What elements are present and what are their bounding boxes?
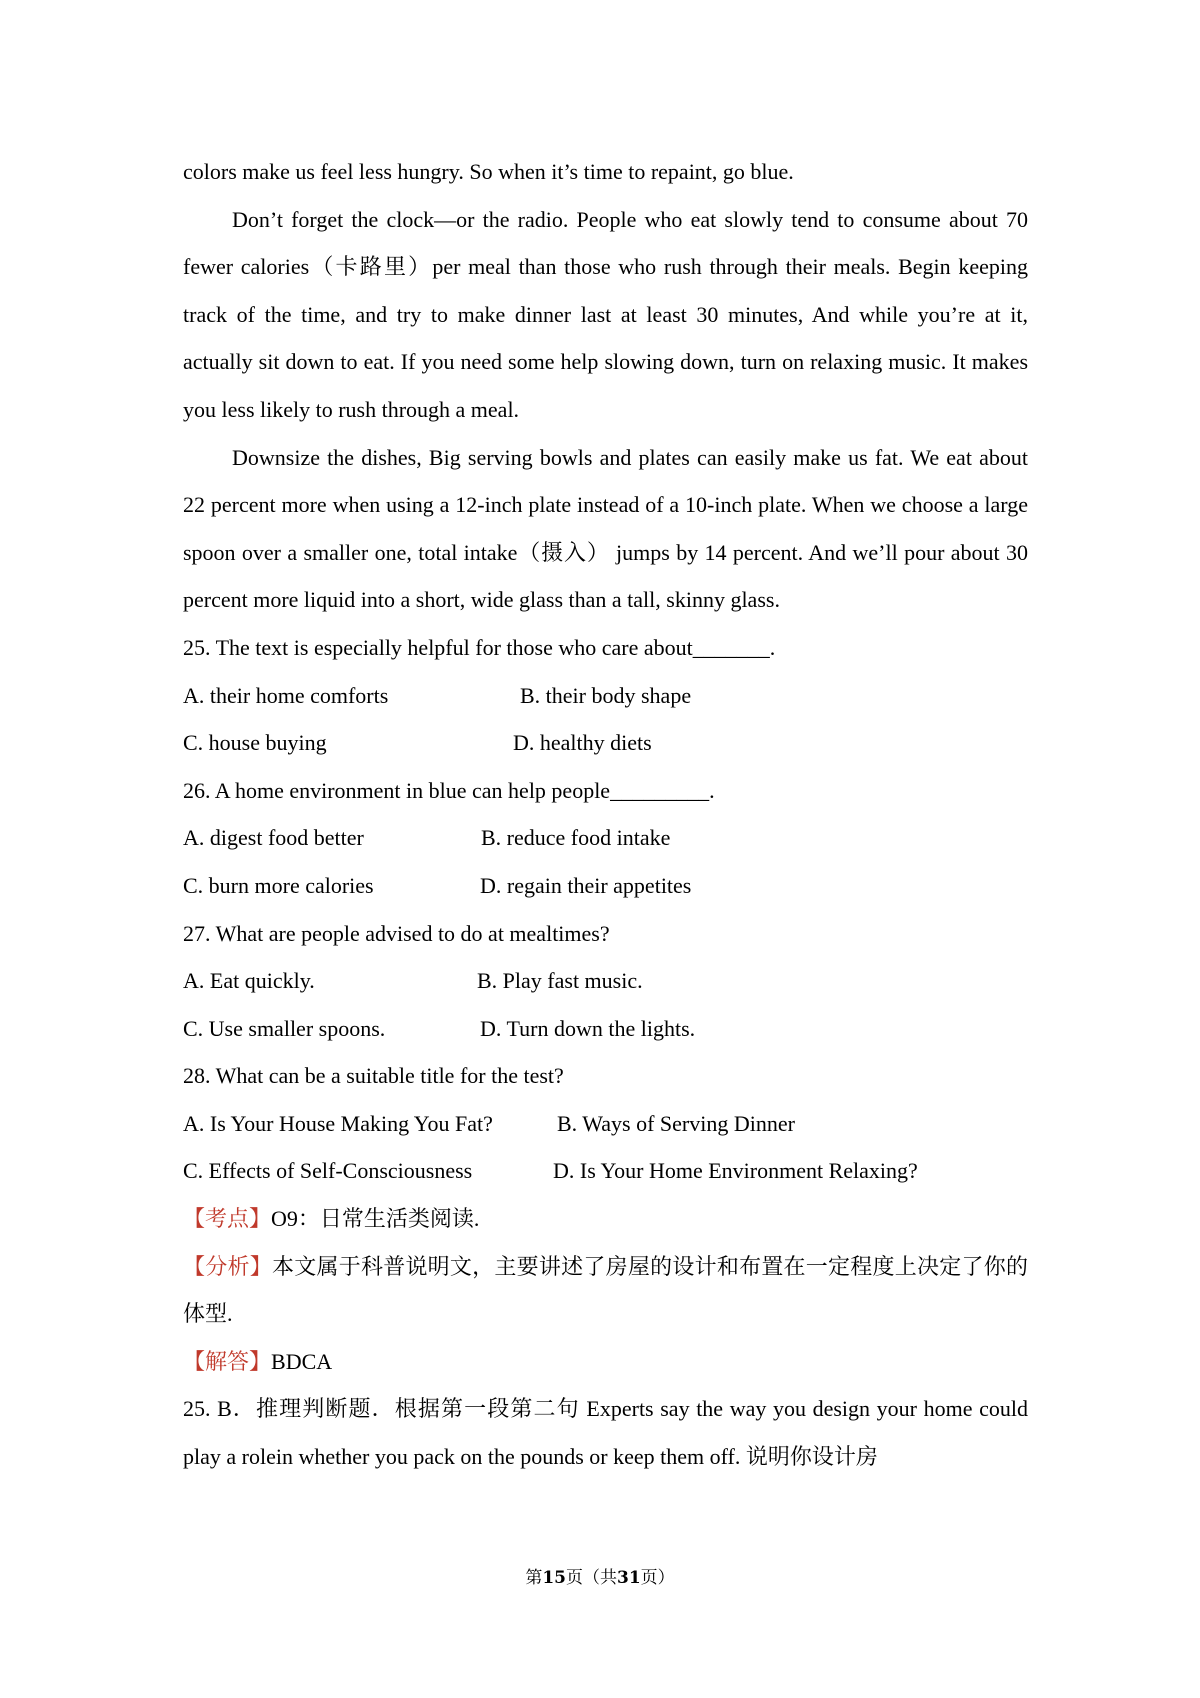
footer-page-number: 15 — [542, 1568, 566, 1588]
question-25-option-d: D. healthy diets — [513, 730, 652, 756]
explanation-25: 25. B．推理判断题．根据第一段第二句 Experts say the way you design your home could play a rolein whether you pack on the pounds or keep them off. 说明你设计房 — [183, 1396, 1028, 1470]
kaodian-label: 【考点】 — [183, 1206, 272, 1232]
question-28-option-c: C. Effects of Self-Consciousness — [183, 1158, 473, 1184]
question-27-option-c: C. Use smaller spoons. — [183, 1015, 386, 1041]
question-28-option-b: B. Ways of Serving Dinner — [557, 1110, 795, 1136]
passage-line: colors make us feel less hungry. So when it’s time to repaint, go blue. — [183, 159, 794, 184]
jieda-line — [183, 1338, 1028, 1386]
footer-middle: 页（共 — [566, 1568, 617, 1588]
question-28-option-d: D. Is Your Home Environment Relaxing? — [553, 1158, 918, 1184]
question-28-options-row2 — [183, 1147, 1028, 1195]
question-27-option-b: B. Play fast music. — [477, 968, 643, 994]
kaodian-line — [183, 1195, 1028, 1243]
question-25-options-row1 — [183, 672, 1028, 720]
question-27-options-row1 — [183, 957, 1028, 1005]
question-25-option-b: B. their body shape — [520, 682, 692, 708]
kaodian-text: O9：日常生活类阅读. — [271, 1206, 480, 1232]
question-26-stem: 26. A home environment in blue can help people_________. — [183, 777, 715, 803]
fenxi-text: 本文属于科普说明文，主要讲述了房屋的设计和布置在一定程度上决定了你的体型. — [183, 1253, 1028, 1327]
footer-total-pages: 31 — [617, 1568, 641, 1588]
paragraph-clock: Don’t forget the clock—or the radio. People who eat slowly tend to consume about 70 fewer calories（卡路里）per meal than those who rush through their meals. Begin keeping track of the time, and try to make dinner last at least 30 minutes, And while you’re at it, actually sit down to eat. If you need some help slowing down, turn on relaxing music. It makes you less likely to rush through a meal. — [183, 206, 1028, 422]
question-26-option-d: D. regain their appetites — [480, 872, 692, 898]
fenxi-label: 【分析】 — [183, 1253, 272, 1279]
question-26-option-c: C. burn more calories — [183, 872, 374, 898]
question-25-options-row2 — [183, 719, 1028, 767]
question-25-stem: 25. The text is especially helpful for those who care about_______. — [183, 634, 776, 660]
question-26-options-row2 — [183, 862, 1028, 910]
question-28-stem: 28. What can be a suitable title for the test? — [183, 1063, 564, 1089]
page-footer — [0, 1563, 1200, 1588]
question-27-option-a: A. Eat quickly. — [183, 968, 315, 994]
question-28-option-a: A. Is Your House Making You Fat? — [183, 1110, 493, 1136]
question-27-stem: 27. What are people advised to do at mealtimes? — [183, 920, 610, 946]
question-27-options-row2 — [183, 1005, 1028, 1053]
question-26-options-row1 — [183, 814, 1028, 862]
question-25-option-c: C. house buying — [183, 730, 327, 756]
question-25-option-a: A. their home comforts — [183, 682, 389, 708]
jieda-label: 【解答】 — [183, 1348, 272, 1374]
question-27-option-d: D. Turn down the lights. — [480, 1015, 696, 1041]
fenxi-paragraph — [183, 1243, 1028, 1338]
jieda-text: BDCA — [271, 1348, 333, 1374]
question-26-option-a: A. digest food better — [183, 825, 364, 851]
paragraph-dishes: Downsize the dishes, Big serving bowls and plates can easily make us fat. We eat about 22 percent more when using a 12-inch plate instead of a 10-inch plate. When we choose a large spoon over a smaller one, total intake（摄入） jumps by 14 percent. And we’ll pour about 30 percent more liquid into a short, wide glass than a tall, skinny glass. — [183, 444, 1028, 613]
footer-prefix: 第 — [525, 1568, 543, 1588]
question-28-options-row1 — [183, 1100, 1028, 1148]
footer-suffix: 页） — [640, 1568, 675, 1588]
document-body — [183, 148, 1028, 1481]
question-26-option-b: B. reduce food intake — [481, 825, 671, 851]
